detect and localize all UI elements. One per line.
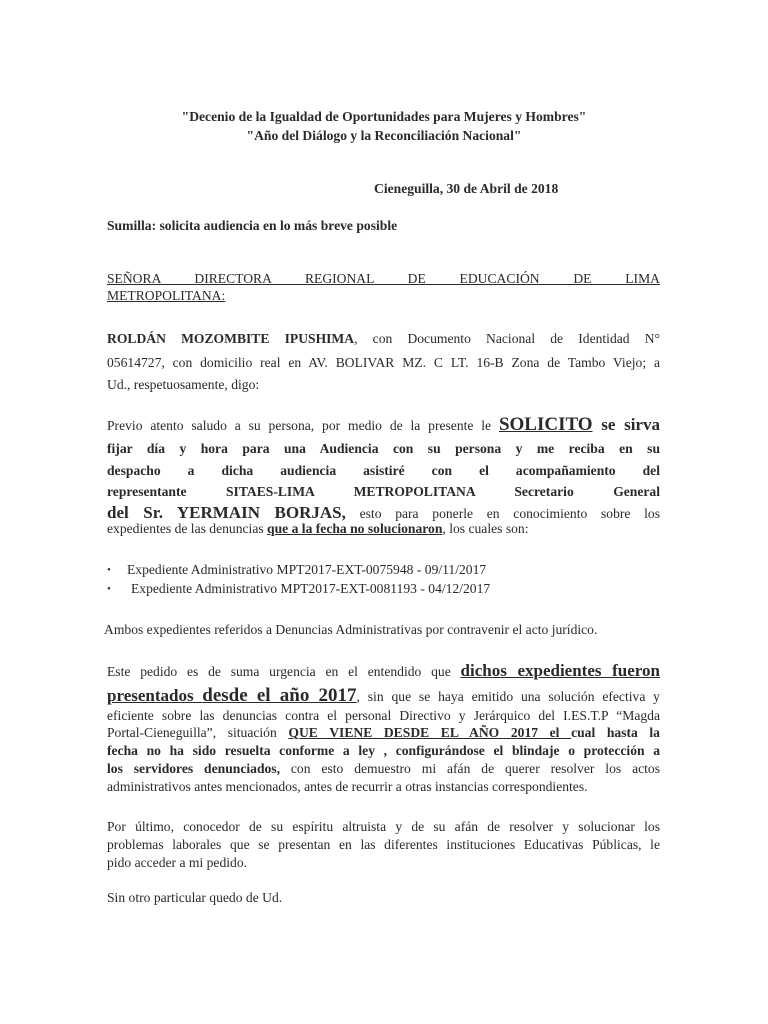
urgency-line-6-rest: con esto demuestro mi afán de querer resolver los actos: [280, 761, 660, 776]
urgency-line-1-bold: dichos expedientes fueron: [460, 661, 660, 680]
urgency-line-1: [107, 660, 660, 682]
request-line-6-post: , los cuales son:: [442, 521, 529, 536]
request-line-5-bold: del Sr. YERMAIN BORJAS,: [107, 503, 346, 522]
urgency-line-2-rest: , sin que se haya emitido una solución efectiva y: [356, 689, 660, 704]
urgency-line-6-bold: los servidores denunciados,: [107, 761, 280, 776]
urgency-line-2-bold-b: desde el año 2017: [202, 685, 357, 706]
urgency-line-4: [107, 724, 660, 742]
place-date: Cieneguilla, 30 de Abril de 2018: [374, 181, 559, 196]
urgency-line-4-bold-underlined: QUE VIENE DESDE EL AÑO 2017 el: [288, 725, 572, 740]
year-motto: "Año del Diálogo y la Reconciliación Nacional": [246, 128, 522, 143]
sender-name: ROLDÁN MOZOMBITE IPUSHIMA: [107, 331, 355, 346]
bullet-icon: •: [107, 583, 111, 595]
request-line-6: [107, 520, 529, 538]
expediente-item-2: Expediente Administrativo MPT2017-EXT-0081193 - 04/12/2017: [131, 581, 491, 596]
expediente-item-1: Expediente Administrativo MPT2017-EXT-0075948 - 09/11/2017: [127, 562, 487, 577]
closing-final: Sin otro particular quedo de Ud.: [107, 890, 283, 905]
request-line-6-underlined: que a la fecha no solucionaron: [267, 521, 443, 536]
ambos-paragraph: Ambos expedientes referidos a Denuncias Administrativas por contravenir el acto jurídico.: [104, 622, 598, 637]
request-line-1-post: se sirva: [592, 415, 661, 434]
request-line-3: despacho a dicha audiencia asistiré con el acompañamiento del: [107, 463, 660, 478]
addressee-line-2: METROPOLITANA:: [107, 288, 226, 303]
urgency-line-7: administrativos antes mencionados, antes de recurrir a otras instancias correspondientes.: [107, 779, 588, 794]
intro-line-1-rest: , con Documento Nacional de Identidad N°: [354, 331, 660, 346]
solicito-word: SOLICITO: [498, 414, 593, 435]
urgency-line-3: eficiente sobre las denuncias contra el personal Directivo y Jerárquico del I.ES.T.P “Magda: [107, 708, 660, 723]
intro-line-3: Ud., respetuosamente, digo:: [107, 377, 260, 392]
urgency-line-6: [107, 760, 660, 778]
request-line-5-rest: esto para ponerle en conocimiento sobre los: [345, 506, 661, 521]
urgency-line-4-bold: cual hasta la: [571, 725, 660, 740]
closing-line-3: pido acceder a mi pedido.: [107, 855, 248, 870]
sumilla: Sumilla: solicita audiencia en lo más breve posible: [107, 218, 398, 233]
request-line-4: representante SITAES-LIMA METROPOLITANA Secretario General: [107, 484, 660, 499]
urgency-line-5: fecha no ha sido resuelta conforme a ley , configurándose el blindaje o protección a: [107, 743, 660, 758]
addressee-line-1: SEÑORA DIRECTORA REGIONAL DE EDUCACIÓN DE LIMA: [107, 271, 660, 286]
urgency-line-2-bold-a: presentados: [107, 686, 203, 705]
urgency-line-4-pre: Portal-Cieneguilla”, situación: [107, 725, 289, 740]
closing-line-2: problemas laborales que se presentan en las diferentes instituciones Educativas Públicas, le: [107, 837, 660, 852]
intro-line-2: 05614727, con domicilio real en AV. BOLIVAR MZ. C LT. 16-B Zona de Tambo Viejo; a: [107, 355, 660, 370]
decade-motto: "Decenio de la Igualdad de Oportunidades para Mujeres y Hombres": [181, 109, 587, 124]
urgency-line-2: [107, 685, 660, 707]
bullet-icon: •: [107, 564, 111, 576]
request-line-1-pre: Previo atento saludo a su persona, por medio de la presente le: [107, 418, 499, 433]
urgency-line-1-pre: Este pedido es de suma urgencia en el entendido que: [107, 664, 461, 679]
request-line-2: fijar día y hora para una Audiencia con su persona y me reciba en su: [107, 441, 660, 456]
request-line-6-pre: expedientes de las denuncias: [107, 521, 268, 536]
intro-line-1: [107, 330, 660, 348]
request-line-1: [107, 414, 660, 436]
closing-line-1: Por último, conocedor de su espíritu altruista y de su afán de resolver y solucionar los: [107, 819, 660, 834]
